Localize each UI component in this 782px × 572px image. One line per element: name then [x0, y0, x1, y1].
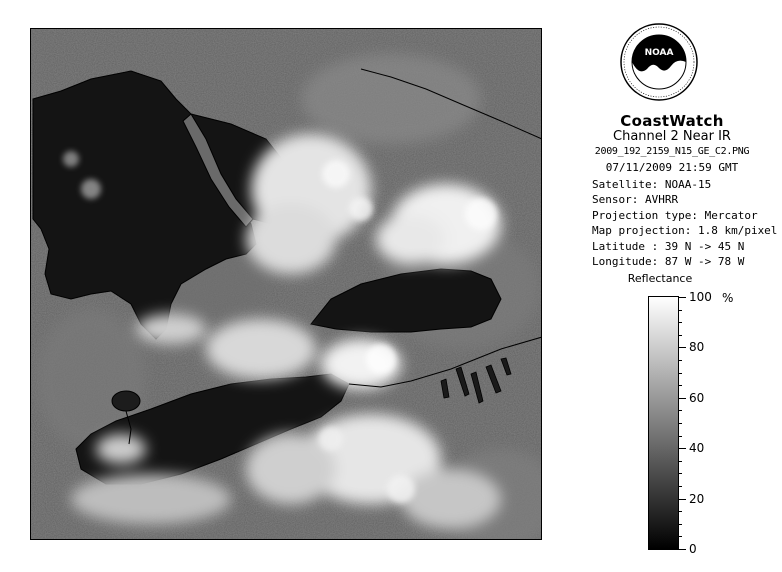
colorbar-tick: [679, 423, 682, 424]
colorbar-tick: [679, 499, 686, 500]
colorbar-tick-label: 100: [689, 290, 712, 304]
colorbar-tick: [679, 549, 686, 550]
channel-label: Channel 2 Near IR: [613, 129, 731, 144]
acquisition-datetime: 07/11/2009 21:59 GMT: [605, 161, 739, 174]
scale-title: Reflectance: [627, 272, 693, 285]
colorbar-tick: [679, 385, 682, 386]
sensor-field: Sensor: AVHRR: [592, 193, 679, 207]
projection-type-field: Projection type: Mercator: [592, 208, 758, 222]
colorbar-tick-label: 80: [689, 340, 705, 355]
reflectance-colorbar: [648, 296, 679, 550]
scale-unit: %: [722, 291, 734, 305]
colorbar-tick-label: 20: [689, 491, 705, 506]
colorbar-tick: [679, 536, 682, 537]
satellite-field: Satellite: NOAA-15: [592, 178, 712, 191]
map-projection-field: Map projection: 1.8 km/pixel: [592, 224, 778, 238]
colorbar-tick: [679, 297, 686, 298]
latitude-field: Latitude : 39 N -> 45 N: [592, 239, 745, 253]
colorbar-tick: [679, 410, 682, 411]
colorbar-tick: [679, 373, 682, 374]
colorbar-tick: [679, 335, 682, 336]
colorbar-tick: [679, 436, 682, 437]
colorbar-tick: [679, 360, 682, 361]
satellite-map-svg: [31, 29, 542, 540]
noaa-seal-icon: [619, 14, 699, 110]
image-metadata: [592, 177, 777, 269]
colorbar-tick: [679, 473, 682, 474]
colorbar-tick: [679, 448, 686, 449]
colorbar-tick: [679, 461, 682, 462]
noaa-logo: [619, 14, 699, 110]
colorbar-tick: [679, 511, 682, 512]
colorbar-tick-label: 0: [689, 542, 697, 556]
lake-st-clair: [112, 391, 140, 411]
satellite-image: [30, 28, 542, 540]
colorbar-tick: [679, 486, 682, 487]
colorbar-tick: [679, 310, 682, 311]
longitude-field: Longitude: 87 W -> 78 W: [592, 255, 745, 269]
colorbar-tick: [679, 347, 686, 348]
logo-text: NOAA: [644, 48, 674, 58]
colorbar-tick-label: 40: [689, 441, 705, 456]
colorbar-tick: [679, 524, 682, 525]
colorbar-tick-label: 60: [689, 390, 705, 405]
colorbar-ticks: [679, 290, 739, 556]
colorbar-tick: [679, 322, 682, 323]
colorbar-tick: [679, 398, 686, 399]
product-title: CoastWatch: [620, 112, 724, 130]
file-name: 2009_192_2159_N15_GE_C2.PNG: [594, 146, 750, 157]
